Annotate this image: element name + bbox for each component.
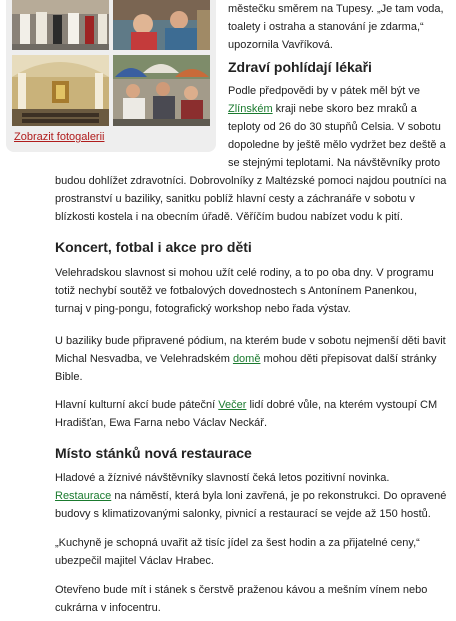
intro-line-3: upozornila Vavříková.	[228, 39, 333, 51]
paragraph-medics: budou dohlížet zdravotníci. Dobrovolníky z Maltézské pomoci najdou poutníci na prostranství u baziliky, sanitku poblíž hlavní cesty a záchranáře v sobotu v blízkosti kostela i na obecním úřadě. Věříčím budou nabízet vodu k pití.	[55, 175, 447, 223]
paragraph-weather-text-a: Podle předpovědi by v pátek měl být ve	[228, 85, 421, 97]
paragraph-restaurant-text-a: Hladové a žíznivé návštěvníky slavností čeká letos pozitivní novinka.	[55, 472, 390, 484]
paragraph-weather	[228, 82, 447, 172]
gallery-thumbnail-basilica-interior[interactable]	[12, 55, 109, 126]
paragraph-restaurant	[55, 469, 447, 523]
paragraph-program: Velehradskou slavnost si mohou užít celé rodiny, a to po oba dny. V programu totiž nechybí soutěž ve fotbalových dovednostech s Antonínem Panenkou, turnaj v ping-pongu, fotografický workshop nebo řada výstav.	[55, 267, 434, 315]
paragraph-evening	[55, 396, 447, 432]
heading-concert: Koncert, fotbal i akce pro děti	[55, 239, 252, 255]
gallery-thumbnail-crowd[interactable]	[113, 0, 210, 50]
intro-line-1: městečku směrem na Tupesy. „Je tam voda,	[228, 3, 444, 15]
paragraph-weather-text-b: kraji nebe skoro bez mraků a teploty od 26 do 30 stupňů Celsia. V sobotu dopoledne by ještě mělo vydržet bez deště a se stejnými teplotami. Na návštěvníky proto	[228, 103, 446, 169]
intro-paragraph-tail	[228, 0, 450, 54]
link-restaurace[interactable]: Restaurace	[55, 490, 112, 502]
gallery-thumbnail-pilgrims[interactable]	[113, 55, 210, 126]
paragraph-evening-text-a: Hlavní kulturní akcí bude páteční	[55, 399, 219, 411]
paragraph-restaurant-text-b: na náměstí, která byla loni zavřená, je po rekonstrukci. Do opravené budovy s klimatizovanými salonky, pivnicí a restaurací se vejde až 150 hostů.	[55, 490, 447, 520]
paragraph-podium-text-a: U baziliky bude připravené pódium, na kterém bude v sobotu nejmenší děti bavit Michal Nesvadba, ve Velehradském	[55, 335, 446, 365]
paragraph-evening-text-b: lidí dobré vůle, na kterém vystoupí CM Hradišťan, Ewa Farna nebo Václav Neckář.	[55, 399, 438, 429]
link-vecer[interactable]: Večer	[218, 399, 247, 411]
link-zlinsky-kraj[interactable]: Zlínském	[228, 103, 273, 115]
link-dome[interactable]: domě	[232, 353, 261, 365]
heading-restaurant: Místo stánků nová restaurace	[55, 445, 252, 461]
photo-gallery-box	[6, 0, 216, 152]
paragraph-podium-text-b: mohou děti přepisovat další stránky Bible.	[55, 353, 437, 383]
gallery-thumbnail-procession[interactable]	[12, 0, 109, 50]
paragraph-kitchen-quote: „Kuchyně je schopná uvařit až tisíc jídel za šest hodin a za přijatelné ceny,“ ubezpečil majitel Václav Hrabec.	[55, 537, 420, 567]
intro-line-2: toalety i ostraha a stanování je zdarma,“	[228, 21, 424, 33]
paragraph-podium	[55, 332, 447, 386]
show-gallery-link[interactable]: Zobrazit fotogalerii	[14, 131, 105, 143]
heading-health: Zdraví pohlídají lékaři	[228, 59, 372, 75]
paragraph-coffee-stand: Otevřeno bude mít i stánek s čerstvě praženou kávou a mešním vínem nebo cukrárna v infocentru.	[55, 584, 428, 614]
